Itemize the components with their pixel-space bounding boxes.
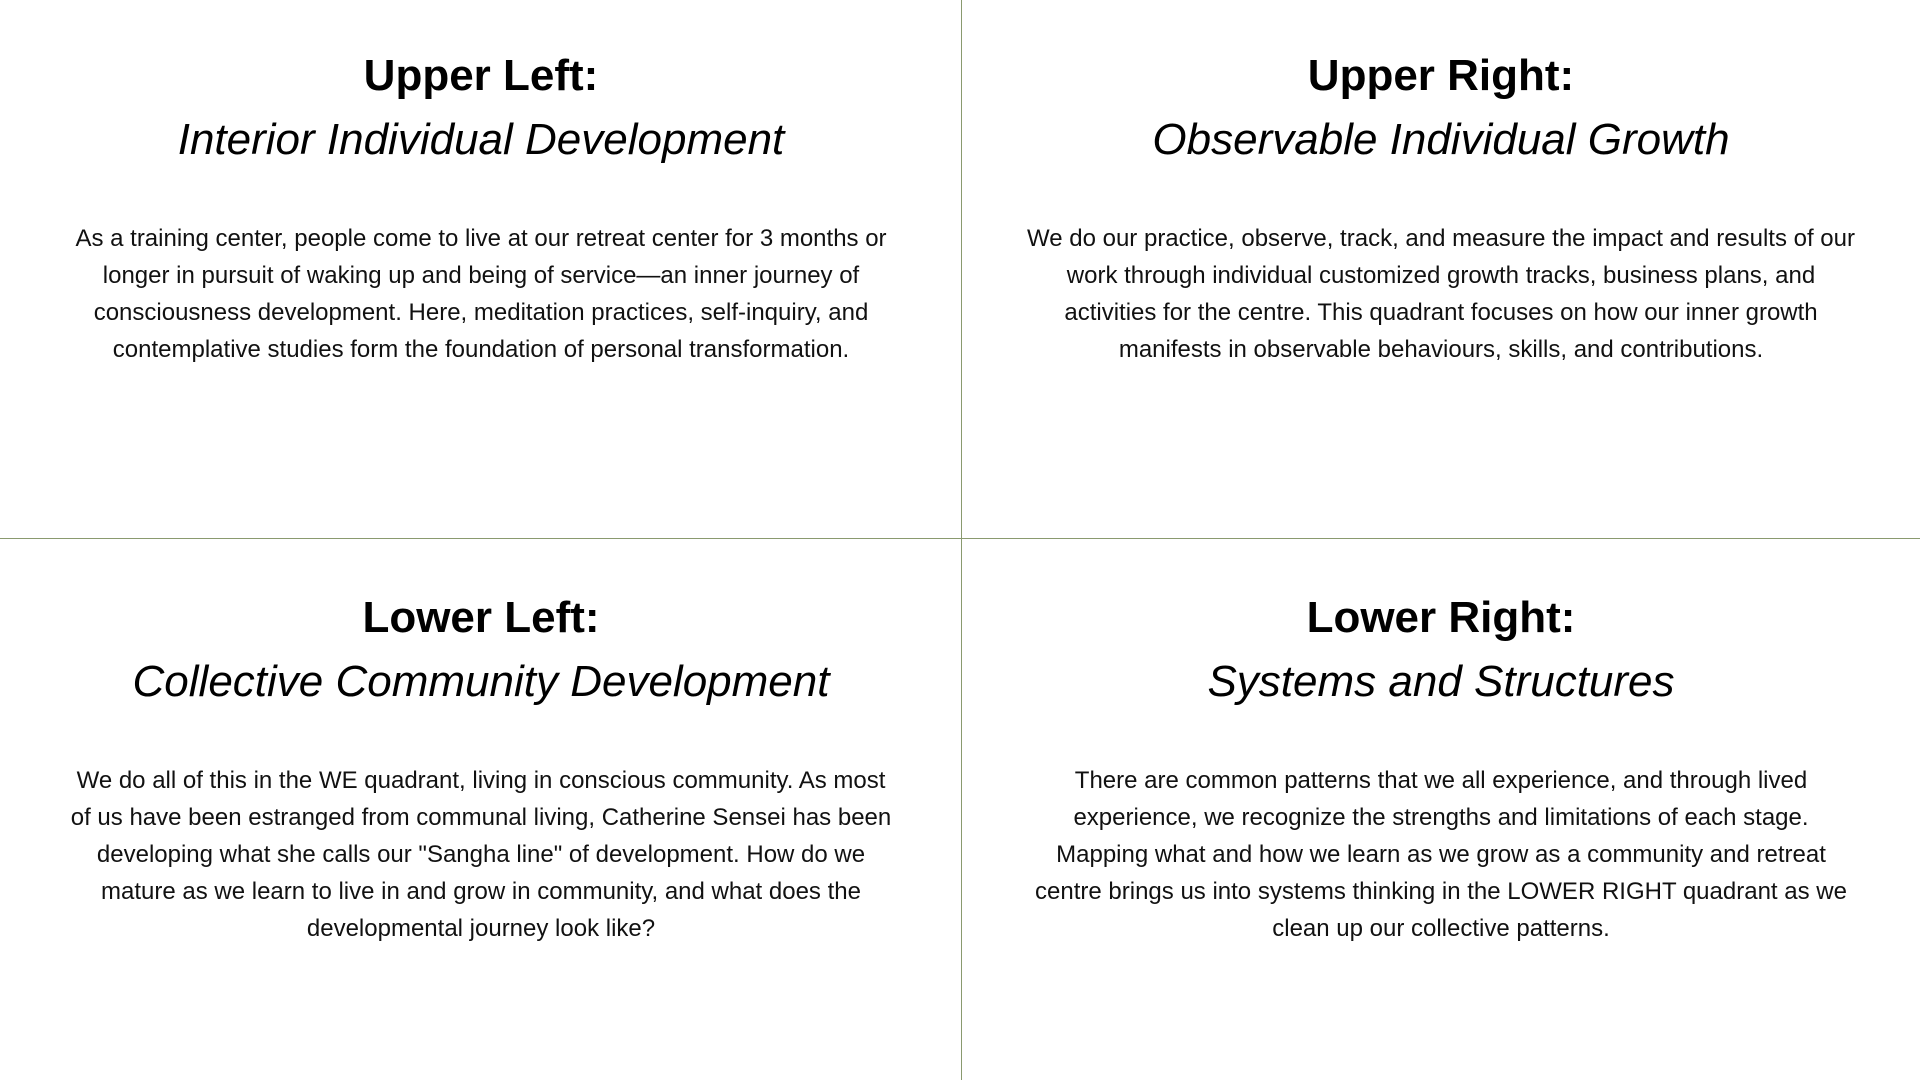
quadrant-heading: Upper Left: bbox=[363, 51, 599, 100]
quadrant-body: We do our practice, observe, track, and measure the impact and results of our work through individual customized growth tracks, business plans, and activities for the centre. This quadrant focuses on how our inner growth manifests in observable behaviours, skills, and contributions. bbox=[1027, 225, 1855, 363]
quadrant-upper-left bbox=[0, 0, 962, 540]
quadrant-heading: Lower Left: bbox=[362, 593, 600, 642]
horizontal-divider bbox=[0, 538, 1920, 539]
quadrant-lower-right bbox=[962, 540, 1920, 1080]
quadrant-lower-left bbox=[0, 540, 962, 1080]
quadrant-subheading: Interior Individual Development bbox=[177, 115, 785, 164]
quadrant-upper-right bbox=[962, 0, 1920, 540]
quadrant-subheading: Collective Community Development bbox=[132, 657, 830, 706]
quadrant-heading: Lower Right: bbox=[1306, 593, 1576, 642]
quadrant-subheading: Observable Individual Growth bbox=[1152, 115, 1730, 164]
quadrant-body: There are common patterns that we all experience, and through lived experience, we recognize the strengths and limitations of each stage. Mapping what and how we learn as we grow as a community and retreat centre brings us into systems thinking in the LOWER RIGHT quadrant as we clean up our collective patterns. bbox=[1035, 767, 1847, 942]
vertical-divider bbox=[961, 0, 962, 1080]
quadrant-body: As a training center, people come to live at our retreat center for 3 months or longer in pursuit of waking up and being of service—an inner journey of consciousness development. Here, meditation practices, self-inquiry, and contemplative studies form the foundation of personal transformation. bbox=[75, 225, 887, 363]
quadrant-heading: Upper Right: bbox=[1307, 51, 1575, 100]
quadrant-subheading: Systems and Structures bbox=[1207, 657, 1675, 706]
quadrant-body: We do all of this in the WE quadrant, living in conscious community. As most of us have been estranged from communal living, Catherine Sensei has been developing what she calls our "Sangha line" of development. How do we mature as we learn to live in and grow in community, and what does the developmental journey look like? bbox=[70, 767, 892, 942]
